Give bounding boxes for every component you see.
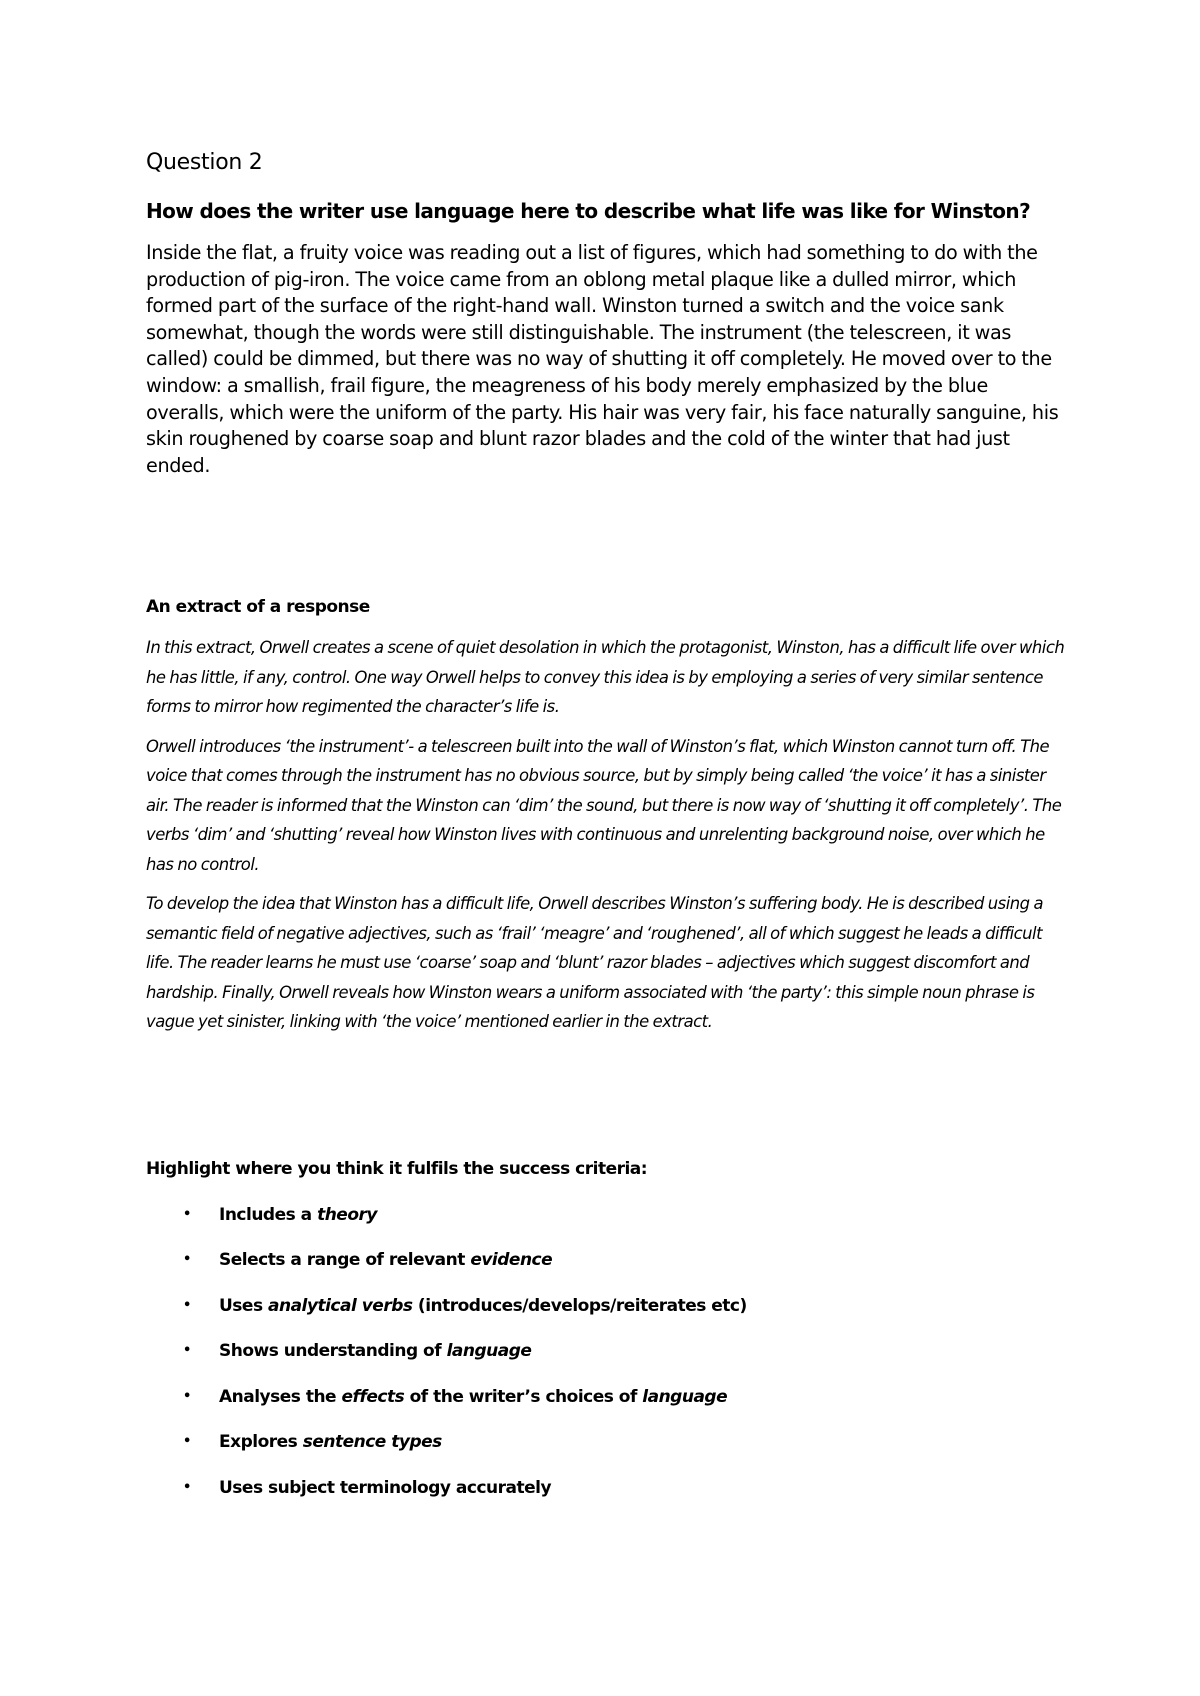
criteria-item-effects: [146, 1385, 1066, 1409]
response-paragraph-3: To develop the idea that Winston has a difficult life, Orwell describes Winston’s suffering body. He is described using a semantic field of negative adjectives, such as ‘frail’ ‘meagre’ and ‘roughened’, all of which suggest he leads a difficult life. The reader learns he must use ‘coarse’ soap and ‘blunt’ razor blades – adjectives which suggest discomfort and hardship. Finally, Orwell reveals how Winston wears a uniform associated with ‘the party’: this simple noun phrase is vague yet sinister, linking with ‘the voice’ mentioned earlier in the extract.: [146, 894, 1044, 1032]
criteria-text: Shows understanding of: [219, 1341, 447, 1362]
criteria-emphasis: sentence types: [302, 1432, 442, 1453]
bullet-icon: •: [183, 1206, 191, 1222]
bullet-icon: •: [183, 1434, 191, 1450]
criteria-text-suffix: of the writer’s choices of: [404, 1386, 643, 1407]
response-paragraph-2: Orwell introduces ‘the instrument’- a telescreen built into the wall of Winston’s flat, which Winston cannot turn off. The voice that comes through the instrument has no obvious source, but by simply being called ‘the voice’ it has a sinister air. The reader is informed that the Winston can ‘dim’ the sound, but there is now way of ‘shutting it off completely’. The verbs ‘dim’ and ‘shutting’ reveal how Winston lives with continuous and unrelenting background noise, over which he has no control.: [146, 736, 1062, 874]
criteria-emphasis: theory: [317, 1204, 377, 1225]
bullet-icon: •: [183, 1297, 191, 1313]
bullet-icon: •: [183, 1479, 191, 1495]
criteria-emphasis-2: language: [642, 1386, 728, 1407]
criteria-text: Includes a: [219, 1204, 318, 1225]
criteria-item-sentence-types: [146, 1430, 1066, 1454]
response-paragraph-1: In this extract, Orwell creates a scene of quiet desolation in which the protagonist, Winston, has a difficult life over which he has little, if any, control. One way Orwell helps to convey this idea is by employing a series of very similar sentence forms to mirror how regimented the character’s life is.: [146, 638, 1065, 717]
criteria-emphasis: language: [446, 1341, 532, 1362]
criteria-item-terminology: [146, 1476, 1066, 1500]
criteria-item-theory: [146, 1203, 1066, 1227]
criteria-item-evidence: [146, 1248, 1066, 1272]
criteria-text: Selects a range of relevant: [219, 1250, 471, 1271]
document-content: [146, 148, 1066, 1521]
criteria-text: Uses: [219, 1295, 268, 1316]
criteria-emphasis: evidence: [470, 1250, 553, 1271]
bullet-icon: •: [183, 1252, 191, 1268]
response-heading: An extract of a response: [146, 597, 370, 618]
criteria-item-language: [146, 1339, 1066, 1363]
criteria-emphasis: analytical verbs: [268, 1295, 413, 1316]
question-prompt: How does the writer use language here to describe what life was like for Winston?: [146, 199, 1031, 223]
criteria-text: Analyses the: [219, 1386, 342, 1407]
criteria-item-analytical-verbs: [146, 1294, 1066, 1318]
criteria-heading: Highlight where you think it fulfils the success criteria:: [146, 1158, 648, 1179]
criteria-text: Explores: [219, 1432, 303, 1453]
bullet-icon: •: [183, 1343, 191, 1359]
success-criteria-list: [146, 1203, 1066, 1500]
criteria-text-suffix: (introduces/develops/reiterates etc): [412, 1295, 747, 1316]
bullet-icon: •: [183, 1388, 191, 1404]
question-heading: Question 2: [146, 150, 263, 175]
source-extract: Inside the flat, a fruity voice was reading out a list of figures, which had something to do with the production of pig-iron. The voice came from an oblong metal plaque like a dulled mirror, which formed part of the surface of the right-hand wall. Winston turned a switch and the voice sank somewhat, though the words were still distinguishable. The instrument (the telescreen, it was called) could be dimmed, but there was no way of shutting it off completely. He moved over to the window: a smallish, frail figure, the meagreness of his body merely emphasized by the blue overalls, which were the uniform of the party. His hair was very fair, his face naturally sanguine, his skin roughened by coarse soap and blunt razor blades and the cold of the winter that had just ended.: [146, 241, 1059, 477]
criteria-emphasis: effects: [341, 1386, 405, 1407]
criteria-text: Uses subject terminology accurately: [219, 1477, 552, 1498]
